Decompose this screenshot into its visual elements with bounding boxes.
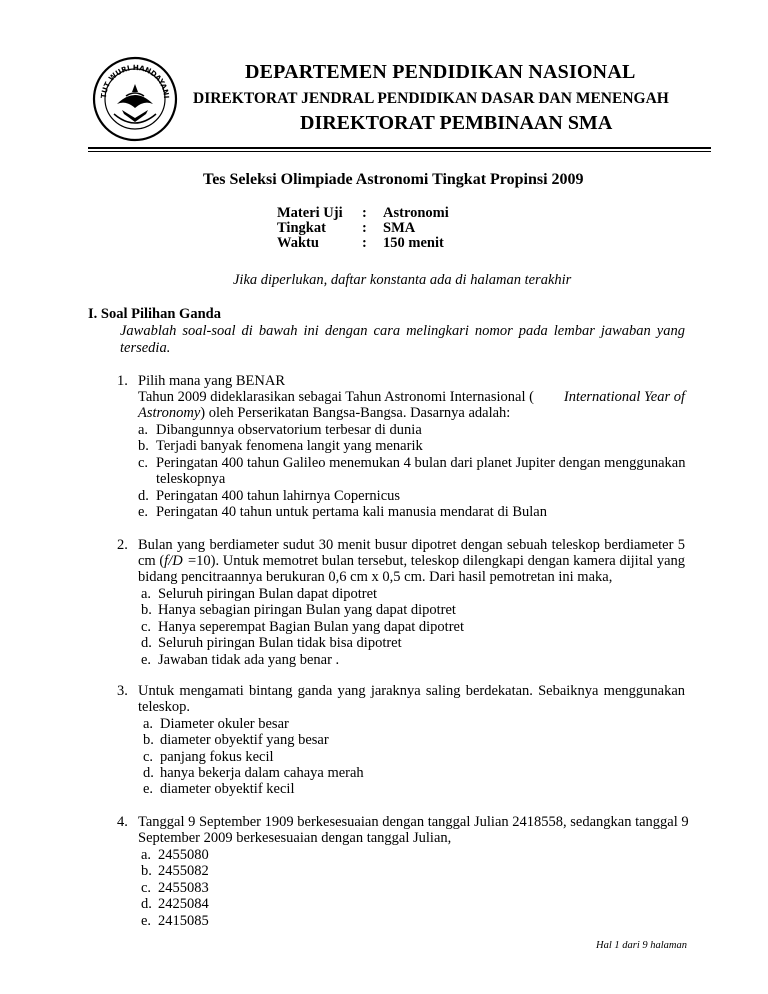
option-text: Peringatan 400 tahun Galileo menemukan 4 bulan dari planet Jupiter dengan menggunakan — [156, 455, 686, 471]
option-key: d. — [141, 896, 152, 912]
question-text-segment: ) oleh Perserikatan Bangsa-Bangsa. Dasarnya adalah: — [200, 405, 511, 421]
option-key: c. — [141, 880, 152, 896]
option-text: panjang fokus kecil — [160, 749, 274, 765]
header-rule-thick — [88, 147, 711, 149]
section-instruction-line: Jawablah soal-soal di bawah ini dengan cara melingkari nomor pada lembar jawaban yang — [120, 323, 685, 339]
option-key: e. — [143, 781, 154, 797]
option-text: 2415085 — [158, 913, 209, 929]
option-key: c. — [141, 619, 152, 635]
question-number: 3. — [117, 683, 128, 699]
option-text: diameter obyektif yang besar — [160, 732, 329, 748]
meta-sep: : — [362, 220, 367, 236]
option-text: Terjadi banyak fenomena langit yang menarik — [156, 438, 423, 454]
option-text: 2455083 — [158, 880, 209, 896]
meta-value: 150 menit — [383, 235, 444, 251]
question-text — [138, 389, 685, 406]
question-text: Bulan yang berdiameter sudut 30 menit busur dipotret dengan sebuah teleskop berdiameter 5 — [138, 537, 685, 553]
option-key: e. — [141, 652, 152, 668]
header-directorate-general: DIREKTORAT JENDRAL PENDIDIKAN DASAR DAN MENENGAH — [193, 90, 669, 107]
option-text: Peringatan 40 tahun untuk pertama kali manusia mendarat di Bulan — [156, 504, 547, 520]
option-text: Jawaban tidak ada yang benar . — [158, 652, 340, 668]
question-number: 4. — [117, 814, 128, 830]
logo-text: TUT WURI HANDAYANI — [98, 62, 172, 99]
option-key: e. — [141, 913, 152, 929]
section-instruction-line: tersedia. — [120, 340, 171, 356]
option-key: d. — [143, 765, 154, 781]
option-key: a. — [141, 847, 152, 863]
meta-label: Waktu — [277, 235, 319, 251]
option-key: e. — [138, 504, 149, 520]
option-key: b. — [138, 438, 149, 454]
option-text: 2455082 — [158, 863, 209, 879]
option-key: c. — [143, 749, 154, 765]
option-key: a. — [143, 716, 154, 732]
question-text: Pilih mana yang BENAR — [138, 373, 286, 389]
meta-value: SMA — [383, 220, 416, 236]
meta-sep: : — [362, 235, 367, 251]
question-text-lead — [138, 553, 183, 570]
question-number: 1. — [117, 373, 128, 389]
option-key: b. — [141, 863, 152, 879]
question-text: Tanggal 9 September 1909 berkesesuaian dengan tanggal Julian 2418558, sedangkan tanggal 9 — [138, 814, 689, 830]
tut-wuri-handayani-logo — [92, 56, 178, 142]
option-text: 2425084 — [158, 896, 209, 912]
meta-value: Astronomi — [383, 205, 449, 221]
meta-label: Tingkat — [277, 220, 326, 236]
option-key: d. — [138, 488, 149, 504]
meta-sep: : — [362, 205, 367, 221]
option-text: Seluruh piringan Bulan tidak bisa dipotret — [158, 635, 402, 651]
section-heading: I. Soal Pilihan Ganda — [88, 306, 221, 322]
option-text: hanya bekerja dalam cahaya merah — [160, 765, 364, 781]
question-text-segment: cm ( — [138, 553, 165, 569]
option-text: Hanya sebagian piringan Bulan yang dapat dipotret — [158, 602, 456, 618]
page-footer: Hal 1 dari 9 halaman — [596, 940, 688, 951]
constants-note: Jika diperlukan, daftar konstanta ada di halaman terakhir — [233, 272, 572, 288]
option-text: Diameter okuler besar — [160, 716, 289, 732]
option-text: diameter obyektif kecil — [160, 781, 295, 797]
question-text — [138, 405, 510, 422]
question-text: bidang pencitraannya berukuran 0,6 cm x 0,5 cm. Dari hasil pemotretan ini maka, — [138, 569, 613, 585]
header-directorate: DIREKTORAT PEMBINAAN SMA — [300, 112, 613, 134]
option-key: c. — [138, 455, 149, 471]
question-text-italic: International Year of — [563, 389, 685, 405]
option-key: b. — [143, 732, 154, 748]
question-text-segment: =10). Untuk memotret bulan tersebut, teleskop dilengkapi dengan kamera dijital yang — [187, 553, 685, 569]
question-text: Untuk mengamati bintang ganda yang jaraknya saling berdekatan. Sebaiknya menggunakan — [138, 683, 685, 699]
option-key: a. — [141, 586, 152, 602]
question-text — [138, 553, 685, 570]
question-text-segment: Tahun 2009 dideklarasikan sebagai Tahun Astronomi Internasional ( — [138, 389, 534, 405]
option-key: b. — [141, 602, 152, 618]
option-key: d. — [141, 635, 152, 651]
option-text: Seluruh piringan Bulan dapat dipotret — [158, 586, 378, 602]
question-text-italic: f/D — [164, 553, 183, 569]
meta-label: Materi Uji — [277, 205, 343, 221]
header-ministry: DEPARTEMEN PENDIDIKAN NASIONAL — [245, 61, 636, 83]
question-text-italic: Astronomy — [138, 405, 201, 421]
question-text: teleskop. — [138, 699, 190, 715]
option-text: Hanya seperempat Bagian Bulan yang dapat dipotret — [158, 619, 465, 635]
option-text-continued: teleskopnya — [156, 471, 226, 487]
option-text: Dibangunnya observatorium terbesar di dunia — [156, 422, 422, 438]
question-text: September 2009 berkesesuaian dengan tanggal Julian, — [138, 830, 452, 846]
question-number: 2. — [117, 537, 128, 553]
option-key: a. — [138, 422, 149, 438]
option-text: 2455080 — [158, 847, 209, 863]
option-text: Peringatan 400 tahun lahirnya Copernicus — [156, 488, 401, 504]
header-rule-thin — [88, 151, 711, 152]
test-title: Tes Seleksi Olimpiade Astronomi Tingkat Propinsi 2009 — [203, 171, 584, 188]
